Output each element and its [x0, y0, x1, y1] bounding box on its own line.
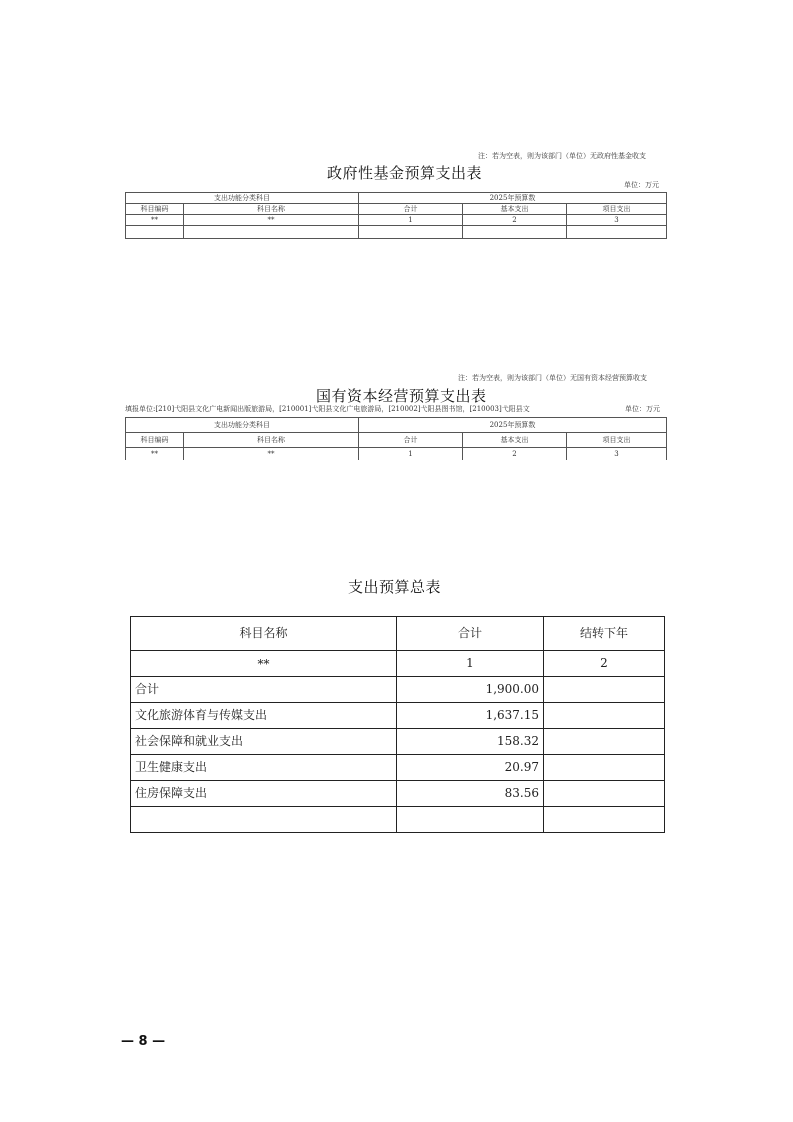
expenditure-summary-table	[130, 616, 665, 833]
column-header: 结转下年	[544, 617, 665, 651]
index-cell: 3	[567, 215, 667, 226]
page-number: — 8 —	[121, 1034, 166, 1049]
table-index-row	[131, 651, 665, 677]
table2-unit: 单位：万元	[625, 405, 660, 413]
column-header: 科目编码	[126, 433, 184, 448]
row-total: 20.97	[397, 755, 544, 781]
column-header: 科目名称	[184, 433, 359, 448]
column-header: 项目支出	[567, 433, 667, 448]
state-capital-table	[125, 417, 667, 460]
index-cell: **	[131, 651, 397, 677]
index-cell: 1	[359, 215, 463, 226]
column-header: 项目支出	[567, 204, 667, 215]
index-cell: 3	[567, 448, 667, 461]
row-carry	[544, 703, 665, 729]
table-header-row	[126, 193, 667, 204]
table2-filler-unit: 填报单位:[210]弋阳县文化广电新闻出版旅游局，[210001]弋阳县文化广电旅游局，[210002]弋阳县图书馆，[210003]弋阳县文	[125, 405, 530, 413]
row-carry	[544, 781, 665, 807]
table-header-row	[126, 418, 667, 433]
row-total: 1,900.00	[397, 677, 544, 703]
column-header: 科目名称	[131, 617, 397, 651]
header-budget-2025: 2025年预算数	[359, 418, 667, 433]
row-carry	[544, 729, 665, 755]
row-name: 卫生健康支出	[131, 755, 397, 781]
table2-note: 注：若为空表，则为该部门（单位）无国有资本经营预算收支	[458, 374, 647, 382]
empty-cell	[126, 226, 184, 239]
empty-cell	[359, 226, 463, 239]
row-name: 住房保障支出	[131, 781, 397, 807]
table-empty-row	[131, 807, 665, 833]
column-header: 基本支出	[463, 204, 567, 215]
header-budget-2025: 2025年预算数	[359, 193, 667, 204]
index-cell: **	[184, 215, 359, 226]
government-fund-table	[125, 192, 667, 239]
row-total: 83.56	[397, 781, 544, 807]
table-row	[131, 677, 665, 703]
table-index-row	[126, 448, 667, 461]
index-cell: **	[184, 448, 359, 461]
index-cell: 1	[397, 651, 544, 677]
table-row	[131, 781, 665, 807]
empty-cell	[463, 226, 567, 239]
index-cell: 2	[463, 215, 567, 226]
empty-cell	[397, 807, 544, 833]
column-header: 科目名称	[184, 204, 359, 215]
table1-unit: 单位：万元	[624, 181, 659, 189]
table-index-row	[126, 215, 667, 226]
empty-cell	[131, 807, 397, 833]
table-column-row	[126, 204, 667, 215]
empty-cell	[567, 226, 667, 239]
table-row	[131, 703, 665, 729]
table-empty-row	[126, 226, 667, 239]
header-function-category: 支出功能分类科目	[126, 418, 359, 433]
index-cell: **	[126, 448, 184, 461]
row-carry	[544, 755, 665, 781]
index-cell: 1	[359, 448, 463, 461]
column-header: 科目编码	[126, 204, 184, 215]
empty-cell	[184, 226, 359, 239]
table2-title: 国有资本经营预算支出表	[316, 387, 487, 405]
table-row	[131, 755, 665, 781]
table-column-row	[131, 617, 665, 651]
index-cell: 2	[463, 448, 567, 461]
table1-note: 注：若为空表，则为该部门（单位）无政府性基金收支	[478, 152, 646, 160]
index-cell: **	[126, 215, 184, 226]
column-header: 合计	[359, 433, 463, 448]
column-header: 合计	[397, 617, 544, 651]
index-cell: 2	[544, 651, 665, 677]
row-name: 合计	[131, 677, 397, 703]
table1-title: 政府性基金预算支出表	[327, 164, 483, 182]
column-header: 合计	[359, 204, 463, 215]
header-function-category: 支出功能分类科目	[126, 193, 359, 204]
table3-title: 支出预算总表	[348, 578, 442, 596]
row-name: 社会保障和就业支出	[131, 729, 397, 755]
table-row	[131, 729, 665, 755]
row-total: 158.32	[397, 729, 544, 755]
column-header: 基本支出	[463, 433, 567, 448]
empty-cell	[544, 807, 665, 833]
table-column-row	[126, 433, 667, 448]
row-total: 1,637.15	[397, 703, 544, 729]
row-name: 文化旅游体育与传媒支出	[131, 703, 397, 729]
row-carry	[544, 677, 665, 703]
